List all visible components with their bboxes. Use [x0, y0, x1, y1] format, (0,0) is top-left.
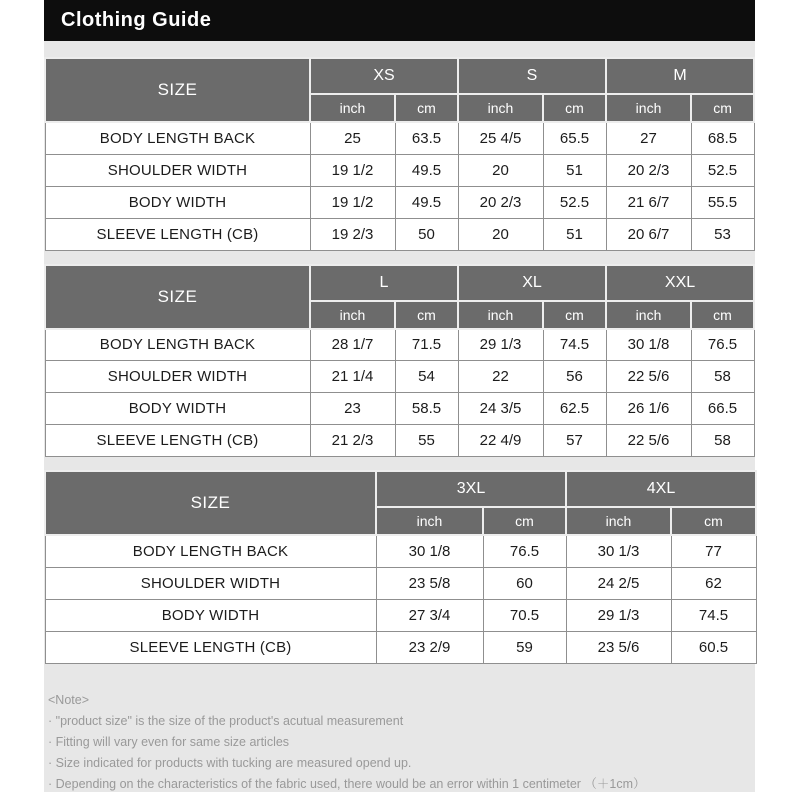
table-row: [45, 599, 756, 631]
table-row: [45, 218, 754, 250]
row-label-cell: BODY WIDTH: [45, 186, 310, 218]
size-header-cell: L: [310, 265, 458, 301]
table-row: [45, 567, 756, 599]
value-cell: 68.5: [691, 122, 754, 154]
value-cell: 74.5: [543, 329, 606, 361]
value-cell: 62: [671, 567, 756, 599]
size-column-header: SIZE: [45, 58, 310, 122]
value-cell: 30 1/8: [606, 329, 691, 361]
value-cell: 70.5: [483, 599, 566, 631]
size-header-cell: XS: [310, 58, 458, 94]
unit-header-cell: inch: [606, 94, 691, 122]
note-list: [48, 711, 751, 795]
value-cell: 19 1/2: [310, 154, 395, 186]
content-background: [44, 41, 755, 792]
value-cell: 49.5: [395, 154, 458, 186]
table-row: [45, 186, 754, 218]
row-label-cell: BODY WIDTH: [45, 393, 310, 425]
table-row: [45, 154, 754, 186]
page-title: Clothing Guide: [61, 9, 212, 31]
table-row: [45, 425, 754, 457]
value-cell: 29 1/3: [458, 329, 543, 361]
value-cell: 24 2/5: [566, 567, 671, 599]
unit-header-cell: inch: [458, 94, 543, 122]
value-cell: 21 2/3: [310, 425, 395, 457]
unit-header-cell: cm: [691, 94, 754, 122]
value-cell: 63.5: [395, 122, 458, 154]
unit-header-cell: cm: [543, 94, 606, 122]
table-row: [45, 329, 754, 361]
unit-header-cell: cm: [671, 507, 756, 535]
value-cell: 55: [395, 425, 458, 457]
value-cell: 74.5: [671, 599, 756, 631]
note-item: · Fitting will vary even for same size articles: [48, 732, 751, 753]
table-row: [45, 393, 754, 425]
row-label-cell: BODY LENGTH BACK: [45, 329, 310, 361]
row-label-cell: BODY WIDTH: [45, 599, 376, 631]
value-cell: 22 4/9: [458, 425, 543, 457]
value-cell: 51: [543, 154, 606, 186]
value-cell: 19 2/3: [310, 218, 395, 250]
value-cell: 52.5: [691, 154, 754, 186]
value-cell: 20 6/7: [606, 218, 691, 250]
value-cell: 58: [691, 425, 754, 457]
value-cell: 21 6/7: [606, 186, 691, 218]
value-cell: 20: [458, 154, 543, 186]
size-header-cell: S: [458, 58, 606, 94]
note-section: [44, 677, 755, 795]
unit-header-cell: inch: [606, 301, 691, 329]
value-cell: 77: [671, 535, 756, 567]
unit-header-cell: inch: [566, 507, 671, 535]
value-cell: 62.5: [543, 393, 606, 425]
value-cell: 54: [395, 361, 458, 393]
size-tables-container: [44, 57, 755, 664]
value-cell: 76.5: [691, 329, 754, 361]
size-table-1: [44, 57, 755, 251]
size-header-cell: XXL: [606, 265, 754, 301]
row-label-cell: SLEEVE LENGTH (CB): [45, 631, 376, 663]
size-header-cell: XL: [458, 265, 606, 301]
value-cell: 22 5/6: [606, 425, 691, 457]
note-heading: <Note>: [48, 692, 90, 707]
value-cell: 65.5: [543, 122, 606, 154]
note-item: · Depending on the characteristics of the fabric used, there would be an error within 1 centimeter （＋1cm）: [48, 774, 751, 795]
value-cell: 58.5: [395, 393, 458, 425]
note-item: · Size indicated for products with tucking are measured opend up.: [48, 753, 751, 774]
content-column: [44, 0, 755, 792]
unit-header-cell: inch: [458, 301, 543, 329]
unit-header-cell: inch: [310, 94, 395, 122]
row-label-cell: BODY LENGTH BACK: [45, 122, 310, 154]
row-label-cell: SLEEVE LENGTH (CB): [45, 218, 310, 250]
value-cell: 24 3/5: [458, 393, 543, 425]
value-cell: 27 3/4: [376, 599, 483, 631]
unit-header-cell: inch: [310, 301, 395, 329]
value-cell: 23 5/6: [566, 631, 671, 663]
size-column-header: SIZE: [45, 471, 376, 535]
value-cell: 23: [310, 393, 395, 425]
unit-header-cell: cm: [691, 301, 754, 329]
value-cell: 22 5/6: [606, 361, 691, 393]
value-cell: 49.5: [395, 186, 458, 218]
note-item: · "product size" is the size of the product's acutual measurement: [48, 711, 751, 732]
value-cell: 50: [395, 218, 458, 250]
row-label-cell: SHOULDER WIDTH: [45, 567, 376, 599]
value-cell: 56: [543, 361, 606, 393]
value-cell: 53: [691, 218, 754, 250]
unit-header-cell: cm: [483, 507, 566, 535]
value-cell: 30 1/3: [566, 535, 671, 567]
size-table-2: [44, 264, 755, 458]
value-cell: 20 2/3: [458, 186, 543, 218]
value-cell: 29 1/3: [566, 599, 671, 631]
size-column-header: SIZE: [45, 265, 310, 329]
row-label-cell: SHOULDER WIDTH: [45, 361, 310, 393]
title-bar: [44, 0, 755, 41]
row-label-cell: BODY LENGTH BACK: [45, 535, 376, 567]
table-row: [45, 361, 754, 393]
value-cell: 60.5: [671, 631, 756, 663]
value-cell: 60: [483, 567, 566, 599]
value-cell: 21 1/4: [310, 361, 395, 393]
row-label-cell: SLEEVE LENGTH (CB): [45, 425, 310, 457]
value-cell: 57: [543, 425, 606, 457]
table-row: [45, 631, 756, 663]
value-cell: 58: [691, 361, 754, 393]
value-cell: 23 5/8: [376, 567, 483, 599]
value-cell: 66.5: [691, 393, 754, 425]
value-cell: 59: [483, 631, 566, 663]
value-cell: 52.5: [543, 186, 606, 218]
row-label-cell: SHOULDER WIDTH: [45, 154, 310, 186]
value-cell: 23 2/9: [376, 631, 483, 663]
value-cell: 30 1/8: [376, 535, 483, 567]
value-cell: 51: [543, 218, 606, 250]
value-cell: 76.5: [483, 535, 566, 567]
value-cell: 27: [606, 122, 691, 154]
value-cell: 22: [458, 361, 543, 393]
size-header-cell: M: [606, 58, 754, 94]
value-cell: 25: [310, 122, 395, 154]
value-cell: 25 4/5: [458, 122, 543, 154]
value-cell: 26 1/6: [606, 393, 691, 425]
value-cell: 71.5: [395, 329, 458, 361]
value-cell: 28 1/7: [310, 329, 395, 361]
unit-header-cell: cm: [395, 301, 458, 329]
table-row: [45, 535, 756, 567]
value-cell: 20: [458, 218, 543, 250]
unit-header-cell: cm: [543, 301, 606, 329]
unit-header-cell: cm: [395, 94, 458, 122]
size-header-cell: 4XL: [566, 471, 756, 507]
size-header-cell: 3XL: [376, 471, 566, 507]
value-cell: 55.5: [691, 186, 754, 218]
unit-header-cell: inch: [376, 507, 483, 535]
table-row: [45, 122, 754, 154]
value-cell: 19 1/2: [310, 186, 395, 218]
value-cell: 20 2/3: [606, 154, 691, 186]
size-table-3: [44, 470, 757, 664]
